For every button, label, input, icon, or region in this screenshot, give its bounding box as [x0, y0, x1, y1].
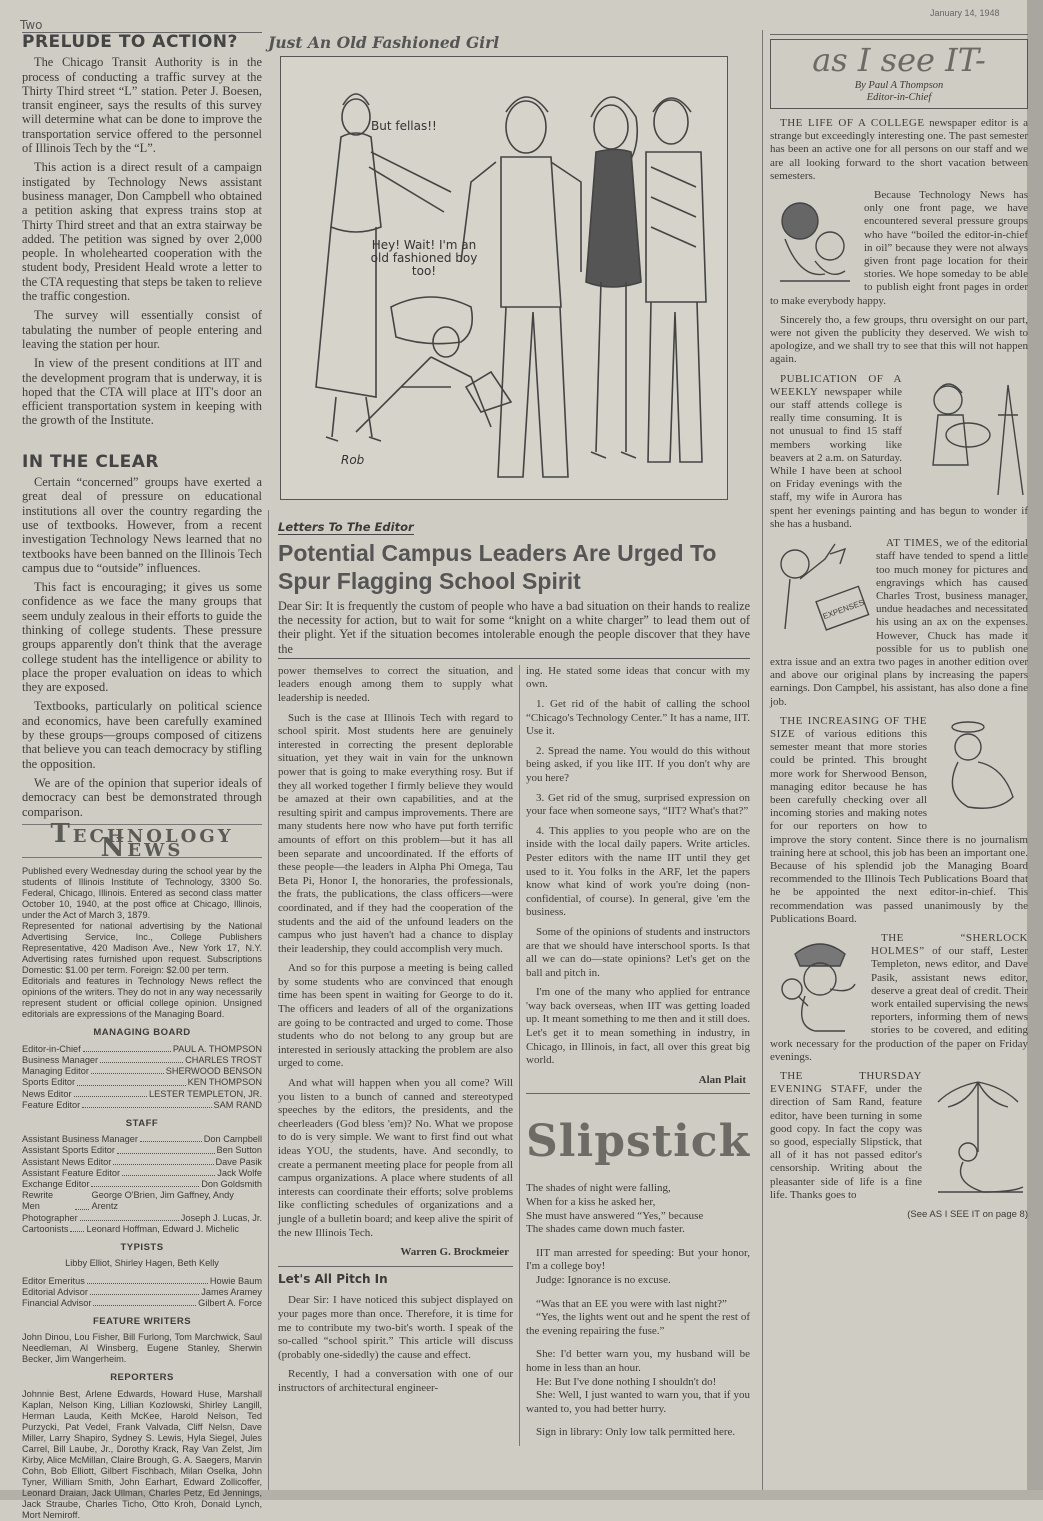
expenses-illustration — [770, 539, 870, 649]
speech-bubble-boy: Hey! Wait! I'm an old fashioned boy too! — [370, 238, 478, 278]
advisor-row — [22, 1276, 262, 1287]
page-edge — [1027, 0, 1043, 1500]
role: Photographer — [22, 1212, 78, 1223]
letter-signature: Warren G. Brockmeier — [400, 1246, 509, 1259]
issue-date: January 14, 1948 — [930, 8, 1000, 18]
letters-headline: Potential Campus Leaders Are Urged To Spur Flagging School Spirit — [278, 540, 717, 594]
role: Business Manager — [22, 1054, 99, 1065]
board-row — [22, 1077, 262, 1088]
name: Joseph J. Lucas, Jr. — [180, 1212, 262, 1223]
text: of various editions this semester meant that more stories could be printed. This brought more work for Sherwood Benson, managing editor because he has been carefully checking over all incoming stories and making notes for our reporters on how to improve the story content. Since there is no journalism training here at school, this job has been an important one. Because of his splendid job the Managing Board recommended to the Illinois Tech Publications Board that he be appointed the next editor-in-chief. This recommendation was passed unanimously by the Publications Board. — [770, 727, 1028, 925]
staff-row — [22, 1157, 262, 1168]
paragraph: Textbooks, particularly on political science and economics, have been carefully examined by these groups—groups composed of citizens that believe you can teach democracy by stifling the opposition. — [22, 699, 262, 771]
name: KEN THOMPSON — [187, 1077, 262, 1088]
expenses-label: EXPENSES — [821, 597, 866, 622]
cartoon-title: Just An Old Fashioned Girl — [268, 33, 500, 52]
joke: IIT man arrested for speeding: But your honor, I'm a college boy! — [526, 1246, 750, 1273]
sherlock-illustration — [770, 934, 865, 1034]
name: Ben Sutton — [216, 1145, 262, 1156]
board-row — [22, 1066, 262, 1077]
section-label-letters: Letters To The Editor — [278, 520, 414, 534]
paragraph: 3. Get rid of the smug, surprised expression on your face when someone says, “IIT? What's that?” — [526, 791, 750, 818]
lead-in: AT TIMES, — [886, 537, 943, 550]
paragraph: Certain “concerned” groups have exerted a great deal of pressure on educational institutions all over the country regarding the use of textbooks. However, from a recent investigation Technology News learned that no textbooks have been banned on the Illinois Tech campus due to “outside” influences. — [22, 475, 262, 575]
paragraph: Dear Sir: I have noticed this subject displayed on your pages more than once. Therefore, it is time for me to contribute my two-bit's worth. I speak of the so-called “school spirit.” This article will discuss (probably one-sidedly) the cause and effect. — [278, 1294, 513, 1361]
name: Howie Baum — [209, 1275, 262, 1286]
paragraph: ing. He stated some ideas that concur with my own. — [526, 664, 750, 691]
staff-row — [22, 1213, 262, 1224]
paragraph: Some of the opinions of students and instructors are that we should have interschool sports. Is that all we can do—state opinions? Let's get on the ball and pitch in. — [526, 925, 750, 979]
role: Managing Editor — [22, 1066, 89, 1077]
managing-board-list — [22, 1044, 262, 1111]
letters-columns — [278, 665, 750, 1446]
text: Because Technology News has only one front page, we have encountered several pressure groups who have “boiled the editor-in-chief in oil” because they were not always given front page location for their stories. We hope someday to be able to publish eight front pages in order to make everybody happy. — [770, 189, 1028, 307]
speech-bubble-girl: But fellas!! — [371, 119, 437, 133]
column-byline-role: Editor-in-Chief — [866, 92, 932, 103]
name: James Aramey — [201, 1286, 262, 1297]
role: News Editor — [22, 1088, 72, 1099]
column-title-box — [770, 39, 1028, 109]
typists-names: Libby Elliot, Shirley Hagen, Beth Kelly — [65, 1258, 219, 1269]
name: SAM RAND — [213, 1099, 262, 1110]
left-column — [22, 34, 262, 1521]
poem-line: When for a kiss he asked her, — [526, 1196, 656, 1209]
column-divider — [762, 30, 763, 1490]
board-row — [22, 1044, 262, 1055]
staff-row — [22, 1134, 262, 1145]
name: SHERWOOD BENSON — [165, 1066, 262, 1077]
paragraph: power themselves to correct the situation, and leaders enough among them to supply what leadership is needed. — [278, 664, 513, 704]
paragraph: And so for this purpose a meeting is being called by some students who are convinced that enough time has been spent in waiting for George to do it. The officers and leaders of all of the organizations are going to be contracted and urged to come. Those students who do not belong to any group but are interested in seriously attacking the problem are also urged to come. — [278, 962, 513, 1070]
poem-line: The shades of night were falling, — [526, 1182, 671, 1195]
name: Don Goldsmith — [201, 1179, 262, 1190]
paragraph: Dear Sir: It is frequently the custom of people who have a bad situation on their hands to realize the necessity for action, but to wait for some “knight on a white charger” to lead them out of their plight. Yet if the situation becomes intolerable enough the people discover that they have the — [278, 599, 750, 656]
cartoon-drawing — [281, 57, 727, 499]
staff-row — [22, 1179, 262, 1190]
editorial-title-clear: IN THE CLEAR — [22, 451, 159, 472]
role: Editor-in-Chief — [22, 1043, 81, 1054]
publication-info — [22, 866, 262, 1020]
staff-row — [22, 1190, 262, 1212]
staff-row — [22, 1168, 262, 1179]
name: Don Campbell — [203, 1134, 262, 1145]
board-row — [22, 1100, 262, 1111]
letters-section — [278, 518, 750, 1446]
letters-column-1 — [278, 665, 519, 1446]
paragraph: In view of the present conditions at IIT and the development program that is underway, it is hoped that the CTA will place at IIT's door an efficient transportation system in keeping with the growth of the Institute. — [22, 356, 262, 428]
joke: She: I'd better warn you, my husband will be home in less than an hour. — [526, 1348, 750, 1374]
paragraph: The Chicago Transit Authority is in the process of conducting a traffic survey at the Thirty Third street “L” station. Peter J. Boesen, transit engineer, says the results of this survey will determine what can be done to improve the transportation service offered to the personnel of Illinois Tech by the “L”. — [22, 55, 262, 156]
staff-list — [22, 1134, 262, 1235]
name: George O'Brien, Jim Gaffney, Andy Arentz — [91, 1190, 234, 1212]
joke: Judge: Ignorance is no excuse. — [536, 1274, 671, 1286]
text: newspaper editor is a strange but exceedingly interesting one. The past semester has been an active one for all persons on our staff and we are all looking forward to the short vacation between semesters. — [770, 117, 1028, 182]
page-number: Two — [20, 18, 43, 32]
lead-in: THE THURSDAY EVENING STAFF, — [770, 1070, 922, 1096]
letter-title: Let's All Pitch In — [278, 1271, 388, 1286]
paragraph: This fact is encouraging; it gives us some confidence as we face the many groups that seem unduly zealous in their efforts to guide the thinking of college students. These pressure groups apparently don't think that the average college student has the intelligence or ability to place the proper evaluation on ideas to which they are exposed. — [22, 580, 262, 695]
lead-in: THE INCREASING OF THE SIZE — [770, 714, 927, 740]
managing-board-heading: MANAGING BOARD — [93, 1027, 191, 1039]
slipstick-poem — [526, 1182, 750, 1236]
paragraph: 1. Get rid of the habit of calling the school “Chicago's Technology Center.” It has a name, IIT. Use it. — [526, 698, 750, 738]
joke: Sign in library: Only low talk permitted here. — [536, 1426, 736, 1439]
lead-in: THE LIFE OF A COLLEGE — [780, 117, 925, 129]
joke: “Yes, the lights went out and he spent the rest of the evening repairing the fuse.” — [526, 1311, 750, 1337]
poem-line: She must have answered “Yes,” because — [526, 1209, 704, 1222]
staff-row — [22, 1224, 262, 1235]
role: Financial Advisor — [22, 1297, 92, 1308]
staff-heading: STAFF — [125, 1117, 159, 1129]
role: Assistant Feature Editor — [22, 1167, 121, 1178]
name: Dave Pasik — [215, 1156, 262, 1167]
lead-in: THE “SHERLOCK HOLMES” — [871, 931, 1028, 958]
name: Gilbert A. Force — [198, 1297, 262, 1308]
gremlin-illustration — [770, 191, 858, 291]
halo-girl-illustration — [933, 717, 1028, 822]
role: Editor Emeritus — [22, 1275, 85, 1286]
joke: He: But I've done nothing I shouldn't do! — [536, 1375, 717, 1388]
text: Sincerely tho, a few groups, thru oversight on our part, were not given the publicity they deserved. We wish to apologize, and we shall try to see that this will not happen again. — [770, 313, 1028, 366]
advisor-row — [22, 1298, 262, 1309]
role: Editorial Advisor — [22, 1286, 88, 1297]
role: Cartoonists — [22, 1223, 69, 1234]
info-paragraph: Editorials and features in Technology News reflect the opinions of the writers. They do not in any way necessarily represent student or official college opinion. Unsigned editorials are expressions of the Managing Board. — [22, 976, 262, 1020]
info-paragraph: Represented for national advertising by the National Advertising Service, Inc., College Publishers Representative, 420 Madison Ave., New York 17, N.Y. Advertising rates furnished upon request. Subscriptions Domestic: $1.00 per term. Foreign: $2.00 per term. — [22, 921, 262, 976]
text: of our staff, Lester Templeton, news editor, and Dave Pasik, assistant news editor, deserve a great deal of credit. Their work entailed supervising the news reporters, informing them of news stories to be covered, and editing work necessary for the production of the paper on Friday evenings. — [770, 945, 1028, 1063]
masthead-title: Technology News — [22, 824, 262, 859]
slipstick-title: Slipstick — [526, 1116, 751, 1168]
letter-signature: Alan Plait — [698, 1073, 746, 1086]
board-row — [22, 1055, 262, 1066]
info-paragraph: Published every Wednesday during the school year by the students of Illinois Institute of Technology, 3300 So. Federal, Chicago, Illinois. Entered as second class matter October 10, 1940, at the post office at Chicago, Illinois, under the Act of March 3, 1879. — [22, 866, 262, 921]
board-row — [22, 1089, 262, 1100]
role: Rewrite Men — [22, 1190, 54, 1212]
paragraph: Such is the case at Illinois Tech with regard to school spirit. Most students here are genuinely interested in correcting the present deplorable situation, yet they wait in vain for the unknown power that is going to make everything rosy. But if they all worked together I firmly believe they would be amazed at their own capabilities, and at the resulting spirit and campus improvements. There are many students here now who have put forth terrific amounts of effort on this problem—but it has all been separate and uncoordinated. If the efforts of these people—the leaders in Alpha Phi Omega, Tau Beta Pi, Honor I, the honoraries, the professionals, the frats, the publications, the class officers—were coordinated, and if they had the cooperation of the students and the aid of the unfound leaders on the campus who just haven't had a chance to display their leadership, they could accomplish very much. — [278, 711, 513, 955]
paragraph — [770, 117, 1028, 183]
cartoon-illustration — [280, 56, 728, 500]
continued-on-page-link[interactable]: (See AS I SEE IT on page 8) — [907, 1209, 1028, 1221]
paragraph: We are of the opinion that superior ideals of democracy can best be demonstrated through comparison. — [22, 775, 262, 819]
paragraph: This action is a direct result of a campaign instigated by Technology News assistant business manager, Don Campbell who obtained a petition asking that express trains stop at Thirty Third street and that an extra stairway be added. The petition was signed by over 2,000 people. In wholehearted cooperation with the student body, President Heald wrote a letter to the CTA requesting that steps be taken to relieve the traffic congestion. — [22, 160, 262, 304]
staff-row — [22, 1145, 262, 1156]
paragraph: I'm one of the many who applied for entrance 'way back overseas, when IIT was getting loaded up. It meant something to me then and it still does. Let's get it to mean something in industry, in Chicago, in Illinois, in fact, all over this great big world. — [526, 986, 750, 1067]
paragraph: Recently, I had a conversation with one of our instructors of architectural engineer- — [278, 1368, 513, 1394]
column-divider — [268, 510, 269, 1490]
role: Exchange Editor — [22, 1179, 90, 1190]
text: we of the editorial staff have tended to spend a little too much money for pictures and engravings which has caused Charles Trost, business manager, undue headaches and necessitated his using an ax on the expenses. However, Chuck has made it possible for us to publish one extra issue and an extra two pages in another edition over and above our original plans by increasing the papers earnings. Don Campbel, his assistant, has also done a fine job. — [770, 537, 1028, 708]
column-title: as I see IT- — [812, 41, 986, 79]
role: Feature Editor — [22, 1099, 81, 1110]
axe-man-drawing — [770, 539, 870, 649]
name: LESTER TEMPLETON, JR. — [149, 1088, 262, 1099]
advisor-row — [22, 1287, 262, 1298]
letters-column-2 — [519, 665, 750, 1446]
paragraph: 2. Spread the name. You would do this without being asked, if you like IIT. If you don't why are you here? — [526, 744, 750, 784]
role: Assistant Business Manager — [22, 1134, 138, 1145]
letter-lead — [278, 599, 750, 659]
name: CHARLES TROST — [185, 1054, 262, 1065]
beach-girl-illustration — [928, 1072, 1028, 1202]
paragraph — [770, 314, 1028, 367]
painter-girl-illustration — [908, 375, 1028, 495]
paragraph: The survey will essentially consist of tabulating the number of people entering and leaving the station per hour. — [22, 308, 262, 351]
lead-in: PUBLICATION OF A WEEKLY — [770, 372, 902, 398]
role: Assistant News Editor — [22, 1156, 112, 1167]
name: Leonard Hoffman, Edward J. Michelic — [86, 1223, 239, 1234]
column-byline: By Paul A Thompson — [854, 80, 944, 91]
poem-line: The shades came down much faster. — [526, 1223, 685, 1236]
typists-heading: TYPISTS — [120, 1242, 164, 1254]
name: Jack Wolfe — [217, 1167, 262, 1178]
joke: “Was that an EE you were with last night?” — [536, 1297, 727, 1310]
paragraph: And what will happen when you all come? Will you listen to a bunch of canned and stereotyped speeches by the editors, the presidents, and the cheerleaders (God bless 'em)? No. What we propose to do is very simple. We want to first find out what ideas YOU, the students, have. And secondly, to create a permanent meeting place for people from all campus organizations. A place where students of all interests can coordinate their efforts; solve problems like conflicting schedules of organizations and a jungle of a bulletin board; and keep alive the spirit of the new Illinois Tech. — [278, 1077, 513, 1239]
editorial-title-prelude: PRELUDE TO ACTION? — [22, 32, 238, 52]
reporters-names: Johnnie Best, Arlene Edwards, Howard Huse, Marshall Kaplan, Nelson King, Lillian Kozlowski, Shirley Langill, Herman Lauda, Keith McKee, Harold Nelson, Ted Purzycki, Pat Vedel, Frank Valvada, Cliff Nelsn, Dave Miller, Larry Shapiro, Sydney S. Lewis, Hyla Siegel, Jules Carrel, Bill Laube, Jr., Dorothy Krack, Ray Van Zelst, Jim Kirby, Alice McMillan, Claire Brough, G. A. Saegers, Marvin Cohn, Bob Elliott, Gilbert Fischbach, Milan Oselka, John Tyner, William Smith, John Earhart, Edward Zollicoffer, Leonard Draian, Jack Ullman, Charles Petz, Ed Jennings, Jack Straube, Charles Ticho, Otto Kroh, Donald Lynch, Mort Nemiroff. — [22, 1388, 262, 1520]
reporters-heading: REPORTERS — [110, 1372, 174, 1384]
feature-writers-heading: FEATURE WRITERS — [92, 1316, 192, 1328]
name: PAUL A. THOMPSON — [172, 1043, 262, 1054]
text: under the direction of Sam Rand, feature editor, have been turning in some good copy. In fact the copy was so good, especially Slipstick, that all of it has not passed editor's censorship. Writing about the pleasanter side of life is a fine life. Thanks goes to — [770, 1083, 922, 1201]
feature-writers-names: John Dinou, Lou Fisher, Bill Furlong, Tom Marchwick, Saul Needleman, Al Winsberg, Eugene Stanley, Sherwin Becker, Jim Wangerheim. — [22, 1332, 262, 1365]
text: newspaper while our staff attends college is really time consuming. It is not unusual to find 15 staff members working like beavers at 2 a.m. on Saturday. While I have been at school on Friday evenings with the staff, my wife in Aurora has spent her evenings painting and has begun to wonder if she has a husband. — [770, 385, 1028, 530]
paragraph: 4. This applies to you people who are on the inside with the local daily papers. Write articles. Pester editors with the name IIT until they get used to it. You folks in the ARF, let the papers know what kind of work you're doing (non-confidential, of course). In general, give 'em the business. — [526, 824, 750, 919]
artist-signature: Rob — [341, 453, 365, 467]
role: Sports Editor — [22, 1077, 76, 1088]
role: Assistant Sports Editor — [22, 1145, 115, 1156]
as-i-see-it-column — [770, 34, 1028, 1221]
joke: She: Well, I just wanted to warn you, that if you wanted to, you had better hurry. — [526, 1389, 750, 1415]
